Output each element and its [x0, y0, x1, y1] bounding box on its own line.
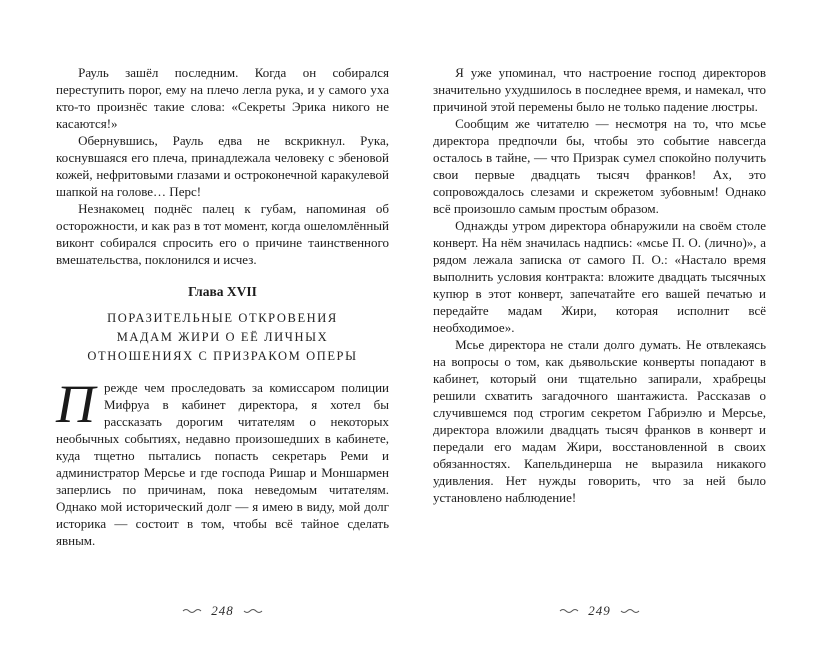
page-footer-right [433, 603, 766, 619]
chapter-title-line: МАДАМ ЖИРИ О ЕЁ ЛИЧНЫХ [116, 330, 329, 344]
opening-paragraph [56, 374, 389, 549]
paragraph: Рауль зашёл последним. Когда он собирался переступить порог, ему на плечо легла рука, и у самого уха кто-то произнёс такие слова: «Секреты Эрика никого не касаются!» [56, 65, 389, 131]
paragraph: Однажды утром директора обнаружили на своём столе конверт. На нём значилась надпись: «мсье П. О. (лично)», а рядом лежала записка от самого П. О.: «Настало время выполнить условия контракта: вложите двадцать тысячных купюр в этот конверт, запечатайте его вашей печатью и передайте мадам Жири, которая исполнит всё необходимое». [433, 218, 766, 335]
page-right-body [433, 64, 766, 506]
chapter-title-line: ОТНОШЕНИЯХ С ПРИЗРАКОМ ОПЕРЫ [87, 349, 358, 363]
page-left [56, 64, 389, 663]
paragraph: Обернувшись, Рауль едва не вскрикнул. Рука, коснувшаяся его плеча, принадлежала человеку с эбеновой кожей, нефритовыми глазами и остроконечной каракулевой шапкой на голове… Перс! [56, 133, 389, 199]
page-number: 249 [588, 603, 611, 618]
page-number-ornament [559, 607, 581, 615]
paragraph: Сообщим же читателю — несмотря на то, что мсье директора предпочли бы, чтобы это событие навсегда осталось в тайне, — что Призрак сумел спокойно получить свои первые двадцать тысяч франков! Ах, это сопровождалось слезами и скрежетом зубовным! Однако всё произошло самым простым образом. [433, 116, 766, 216]
page-number-ornament [618, 607, 640, 615]
page-left-body [56, 64, 389, 549]
paragraph: Я уже упоминал, что настроение господ директоров значительно ухудшилось в последнее время, и намекал, что причиной этой перемены было не только падение люстры. [433, 65, 766, 114]
chapter-label: Глава XVII [188, 284, 257, 299]
page-footer-left [56, 603, 389, 619]
page-number-ornament [241, 607, 263, 615]
drop-cap-initial: П [56, 374, 95, 434]
page-right [433, 64, 766, 663]
paragraph: Мсье директора не стали долго думать. Не отвлекаясь на вопросы о том, как дьявольские конверты попадают в кабинет, который они тщательно запирали, храбрецы решили схватить загадочного шантажиста. Рассказав о случившемся под строгим секретом Габриэлю и Мерсье, директора вложили двадцать тысяч франков в конверт и передали его мадам Жири, восстановленной в своих обязанностях. Капельдинерша не выразила никакого удивления. Нет нужды говорить, что за ней было установлено наблюдение! [433, 337, 766, 505]
chapter-heading [56, 283, 389, 366]
page-number: 248 [211, 603, 234, 618]
page-number-ornament [182, 607, 204, 615]
paragraph: Незнакомец поднёс палец к губам, напоминая об осторожности, и как раз в тот момент, когда ошеломлённый виконт собирался спросить его о причине таинственного вмешательства, поклонился и исчез. [56, 201, 389, 267]
chapter-title-line: ПОРАЗИТЕЛЬНЫЕ ОТКРОВЕНИЯ [107, 311, 338, 325]
opening-text: режде чем проследовать за комиссаром полиции Мифруа в кабинет директора, я хотел бы рассказать дорогим читателям о некоторых необычных событиях, недавно произошедших в кабинете, куда тщетно пытались попасть секретарь Реми и администратор Мерсье и где господа Ришар и Моншармен заперлись по причинам, пока неведомым читателям. Однако мой исторический долг — я имею в виду, мой долг историка — состоит в том, чтобы всё тайное сделать явным. [56, 380, 389, 548]
